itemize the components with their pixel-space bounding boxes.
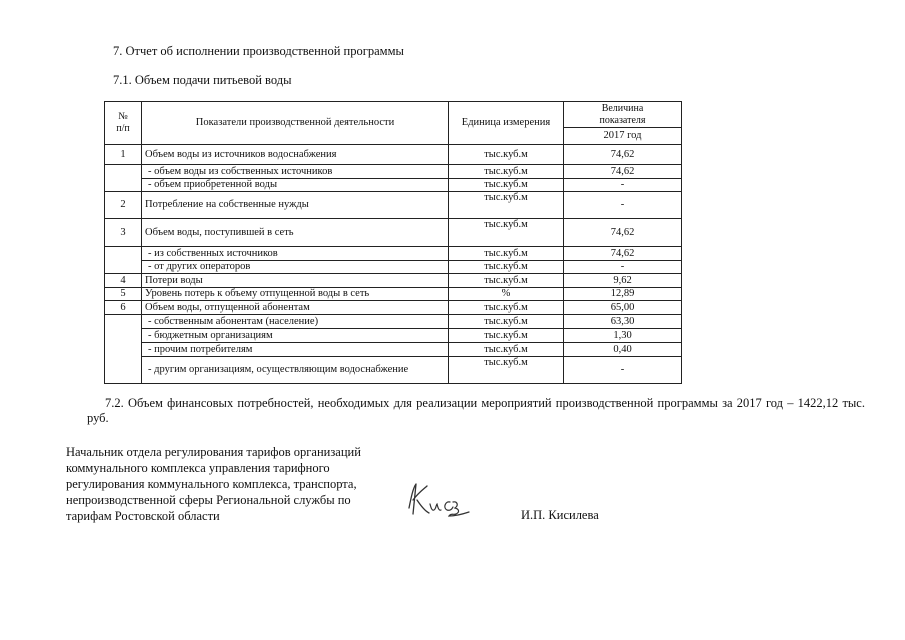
row-unit: тыс.куб.м (449, 165, 564, 179)
row-name: Уровень потерь к объему отпущенной воды в сеть (142, 288, 449, 301)
row-num: 5 (105, 288, 142, 301)
signatory-name: И.П. Кисилева (521, 508, 599, 522)
header-num (105, 102, 142, 145)
position-line: непроизводственной сферы Региональной службы по (66, 493, 351, 507)
row-name: Объем воды из источников водоснабжения (142, 145, 449, 165)
position-line: регулирования коммунального комплекса, транспорта, (66, 477, 357, 491)
row-name: - объем приобретенной воды (142, 179, 449, 192)
row-name: Объем воды, отпущенной абонентам (142, 301, 449, 315)
row-unit: тыс.куб.м (449, 261, 564, 274)
row-value: - (564, 179, 682, 192)
row-name: - от других операторов (142, 261, 449, 274)
row-unit: тыс.куб.м (449, 301, 564, 315)
row-num: 1 (105, 145, 142, 165)
position-line: тарифам Ростовской области (66, 509, 220, 523)
table-row (105, 145, 682, 165)
row-name: - собственным абонентам (население) (142, 315, 449, 329)
section-7-1-title: 7.1. Объем подачи питьевой воды (113, 73, 292, 87)
row-value: 12,89 (564, 288, 682, 301)
row-value: - (564, 192, 682, 219)
row-unit: тыс.куб.м (449, 192, 564, 219)
row-num: 4 (105, 274, 142, 288)
row-value: 0,40 (564, 343, 682, 357)
table-row (105, 274, 682, 288)
row-unit: тыс.куб.м (449, 145, 564, 165)
header-unit: Единица измерения (449, 102, 564, 145)
signature-scribble (403, 478, 473, 520)
row-num (105, 165, 142, 192)
row-num (105, 247, 142, 274)
header-value-line2: показателя (599, 114, 646, 126)
section-7-2-paragraph: 7.2. Объем финансовых потребностей, необходимых для реализации мероприятий производственной программы за 2017 год – 1422,12 тыс. руб. (87, 396, 865, 425)
row-name: - из собственных источников (142, 247, 449, 261)
row-unit: тыс.куб.м (449, 247, 564, 261)
table-row (105, 165, 682, 179)
row-value: 74,62 (564, 165, 682, 179)
row-unit: тыс.куб.м (449, 315, 564, 329)
row-num (105, 315, 142, 384)
row-name: - бюджетным организациям (142, 329, 449, 343)
row-value: - (564, 357, 682, 384)
row-unit: % (449, 288, 564, 301)
row-name: - объем воды из собственных источников (142, 165, 449, 179)
table-row (105, 219, 682, 247)
row-name: - другим организациям, осуществляющим водоснабжение (142, 357, 449, 384)
table-row (105, 357, 682, 384)
table-row (105, 315, 682, 329)
row-value: 74,62 (564, 247, 682, 261)
row-value: 63,30 (564, 315, 682, 329)
row-value: 9,62 (564, 274, 682, 288)
table-row (105, 343, 682, 357)
table-row (105, 288, 682, 301)
header-indicator: Показатели производственной деятельности (142, 102, 449, 145)
header-value (564, 102, 682, 128)
row-unit: тыс.куб.м (449, 329, 564, 343)
row-num: 3 (105, 219, 142, 247)
row-unit: тыс.куб.м (449, 179, 564, 192)
table-header-row (105, 102, 682, 128)
table-row (105, 179, 682, 192)
row-name: Объем воды, поступившей в сеть (142, 219, 449, 247)
water-supply-table (104, 101, 682, 384)
row-name: - прочим потребителям (142, 343, 449, 357)
header-num-line2: п/п (116, 123, 130, 134)
row-num: 2 (105, 192, 142, 219)
header-year: 2017 год (564, 128, 682, 145)
handwritten-signature (403, 478, 473, 525)
row-value: 65,00 (564, 301, 682, 315)
section-7-title: 7. Отчет об исполнении производственной программы (113, 44, 404, 58)
table-row (105, 329, 682, 343)
row-num: 6 (105, 301, 142, 315)
row-name: Потребление на собственные нужды (142, 192, 449, 219)
row-unit: тыс.куб.м (449, 357, 564, 384)
position-line: Начальник отдела регулирования тарифов организаций (66, 445, 361, 459)
table-row (105, 247, 682, 261)
table-row (105, 261, 682, 274)
row-unit: тыс.куб.м (449, 219, 564, 247)
row-name: Потери воды (142, 274, 449, 288)
table-row (105, 301, 682, 315)
row-value: 74,62 (564, 145, 682, 165)
row-unit: тыс.куб.м (449, 343, 564, 357)
position-line: коммунального комплекса управления тарифного (66, 461, 330, 475)
row-value: 74,62 (564, 219, 682, 247)
signatory-position (66, 444, 386, 524)
row-unit: тыс.куб.м (449, 274, 564, 288)
row-value: 1,30 (564, 329, 682, 343)
header-num-line1: № (118, 111, 128, 122)
header-value-line1: Величина (601, 102, 644, 114)
table-row (105, 192, 682, 219)
row-value: - (564, 261, 682, 274)
